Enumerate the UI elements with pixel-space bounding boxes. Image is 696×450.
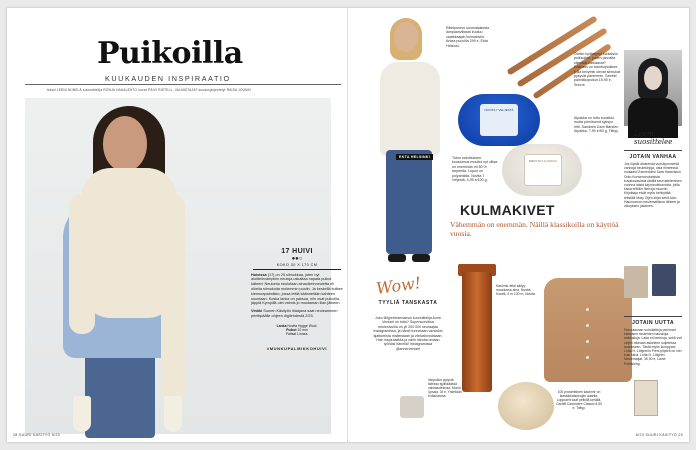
- old-book-cover-1: [624, 266, 648, 298]
- model-face: [394, 22, 418, 52]
- alpaca-caption-source: Sandnes Garn Børsten Alpakka, 7,90 e/50 g, Titityy.: [574, 124, 619, 134]
- alpaca-caption: [574, 116, 620, 134]
- needles-caption: [574, 52, 620, 87]
- yarn-label: Lanka: [276, 323, 287, 328]
- pattern-info-box: [247, 248, 347, 351]
- magazine-spread: [7, 8, 689, 442]
- sweater-caption: Ribbipusero suomalaisesta lampaanvillasta kuutuu vaatekaapin kulmakiviin. Arkea puuvilla 299 e, Ekta Helsinki.: [446, 26, 490, 48]
- cardigan-button-4: [586, 356, 589, 359]
- difficulty-indicator: ●●○: [291, 256, 303, 262]
- photo-jeans: [85, 348, 155, 438]
- author-portrait: [624, 50, 682, 126]
- needle-case-caption: Ihtopuikot pysyvät tallessa tyylikkäässä nahkakotelossa. Muoid Upsala, 34 e, Yhdeksän Kultakuisma.: [428, 378, 462, 398]
- materials-extra: Pattsat Linnea.: [285, 332, 309, 337]
- model-shoe-left: [388, 254, 406, 262]
- cashmere-caption: 100 prosenttinen kashmir on klassikkolankojen aatelia. Lopputeit saat pelkillä kerällä. Cardiff Cashmere Classic 8,50 e, Titityy.: [556, 390, 602, 411]
- new-text-source: Lotta H. Löfgren: Neulematjat, 35,90 e, Laine Publishing.: [624, 353, 666, 366]
- old-text: Jos löydät divareista vuosikymmeniä vanhoja neulekirjoja, osta ihmeessä mukaasi! Esimerkiksi Sara Haarviston Ooto Konsenonolaisista kuvakuvauksia räsillä seurustelemisen vuonna laista kirjoneulekavioita, joilla kissa erittäin hienoja muoviin. Kirjoittaja eivät myös kehityttää tekstillä Mary Oljen kirjat sekä Aino Haunnamon neulemalliston lähteet ja oikoyksen jukainen.: [624, 162, 682, 209]
- sidebar-divider-2: [624, 316, 682, 317]
- wool-caption-text: Tutun sekoituksen koostumus muuttui nyt villaa on enemmän eli 80 % tarpeelta. Lopun on polyamidia.: [452, 156, 498, 178]
- photo-face: [103, 116, 147, 172]
- portrait-face: [644, 66, 662, 90]
- needles-caption-text: Oletko kyllästynyt tukkaisiin puikkoihin, joiden pinnalta silmukat karkaavat? Rakkaus on bambupuikkee, joilla kevyesti olevat silmukat pysyvät paremmin.: [574, 52, 620, 79]
- tyylia-heading: TYYLIÄ TANSKASTA: [378, 300, 438, 306]
- new-book-cover: [634, 380, 658, 416]
- wow-stamp: Wow!: [374, 272, 423, 299]
- pattern-materials: [247, 324, 347, 337]
- photo-tassel-left: [73, 396, 91, 432]
- cardigan-button-3: [586, 340, 589, 343]
- alpaca-caption-text: Alpakka on tuttu suosikki, mutta pörröisenä syksyn hitti.: [574, 116, 615, 129]
- new-heading: JOTAIN UUTTA: [631, 320, 675, 326]
- new-text: [624, 328, 682, 366]
- white-yarn-label: BØRSTET ALPAKKA: [524, 154, 562, 186]
- wool-caption: [452, 156, 498, 182]
- needles-caption-source: Seefrid palmikkopuikot 15,90 e, Snurre.: [574, 74, 617, 87]
- description-lead: Huivissa: [251, 272, 267, 277]
- section-title: KULMAKIVET: [460, 202, 555, 218]
- brand-badge: EKTA HELSINKI: [396, 154, 433, 160]
- cashmere-yarn-ball: [498, 382, 554, 430]
- model-jeans: [386, 150, 432, 254]
- thermos-caption: Kashmir-tekti säilyy muodossa aina. Novita Koralli, 4 m 100 m, Novita.: [496, 284, 536, 297]
- cardigan-button-1: [586, 308, 589, 311]
- blue-yarn-label: NOVITA 7 VELJESTÄ: [480, 104, 518, 136]
- old-book-cover-2: [652, 264, 676, 296]
- pattern-tip: [247, 309, 347, 319]
- left-footer: 28 SUURI KÄSITYÖ 6/23: [13, 433, 61, 437]
- photo-tassel-right: [164, 396, 182, 432]
- wool-caption-source: Novita 7 Veljestä, 4,95 e/100 g.: [452, 173, 488, 183]
- recommends-heading: [634, 130, 672, 146]
- recommends-name: Leeni: [634, 130, 654, 138]
- pattern-size: KOKO 30 X 170 CM: [276, 263, 318, 267]
- right-footer: 6/23 SUURI KÄSITYÖ 29: [635, 433, 683, 437]
- page-title: Puikoilla: [97, 36, 243, 71]
- tip-body: Suoren Käsityön tilaajana saat neuleammen printtipäälle ohjeen digilehdestä 2/23.: [251, 309, 338, 318]
- photo-scarf-right-end: [161, 194, 185, 404]
- sidebar-divider-1: [624, 150, 682, 151]
- left-page: [7, 8, 348, 442]
- credits-line: teksti LEENI NIINELÄ suunnittelija RONJA HAKALEHTO kuvat PÄIVI RISTELL, VALMISTAJAT kuvausjärjestelyt RAISA JOUNKI: [47, 88, 252, 92]
- model-shoe-right: [412, 254, 430, 262]
- cardigan-button-2: [586, 324, 589, 327]
- needles-label: Puikot: [286, 327, 297, 332]
- info-divider: [253, 269, 341, 270]
- recommends-word: suosittelee: [634, 138, 673, 146]
- section-subtitle: Vähemmän on enemmän. Näillä klassikoilla on käyttöä vuosia.: [450, 220, 619, 238]
- pattern-number: 17 HUIVI: [281, 248, 313, 255]
- photo-scarf-left-end: [69, 194, 95, 334]
- sweater-model-photo: [376, 22, 444, 272]
- scarf-model-photo: [25, 98, 343, 434]
- yarn-value: Novita Hygge Wool.: [287, 323, 318, 328]
- description-body: (17) on 25 silmukkaa, joten nyt aloittelevampikin neuloja uskaltaa napata puikot käteen! Neulonta neulotaan ainaoikeinneuletta eli oikeita silmukoita molemmin puolin. Ja keskellä kulkee kiemurapalmikko, jossa lettiä käännetään kahteen suuntaan. Koska lanka on paksua, niin osat puikoilla, jäppiä Kympillä olet valmis jo muutaman illan jälkeen.: [251, 272, 343, 306]
- page-subtitle: KUUKAUDEN INSPIRAATIO: [105, 74, 231, 83]
- thermos-photo: [462, 272, 492, 392]
- right-page: [348, 8, 689, 442]
- title-divider: [25, 84, 341, 85]
- old-heading: JOTAIN VANHAA: [629, 154, 677, 160]
- tyylia-text: Joko tiiöjpertharmaksiu suunnittelija Anne Ventzel on tuttu? Supersuosittua neulesivuilla on yli 200 000 seuraajaa Instagramissa, ja hänet tunnetaan varsinkin ajattomista malleistaan ja värivalinnoistaan. Hae inspiraatiota ja värin ideoita omaan työhösi hänellä! Instagramissa @annerventzel: [373, 316, 443, 351]
- needles-value: 10 mm: [297, 327, 308, 332]
- new-text-body: Honoaannan suloutettuja perhoset klassisen neuleiden hauskoja seikkailuja. Laita eri teemoja, sekä voit veljen oikeaan askeleen suljetessa avaukseen. Tästä myös kumppani Lotta H. Löfgrenin Pieni piiperä on niin kuin siinä.: [624, 328, 682, 358]
- cardigan-photo: [544, 278, 632, 382]
- needle-case-photo: [400, 396, 424, 418]
- pattern-description: [247, 273, 347, 307]
- tip-lead: Vinkki: [251, 309, 263, 314]
- model-sweater: [380, 62, 440, 156]
- pattern-hashtag: #MUNKUPALMIKKOHUIVI: [266, 346, 328, 352]
